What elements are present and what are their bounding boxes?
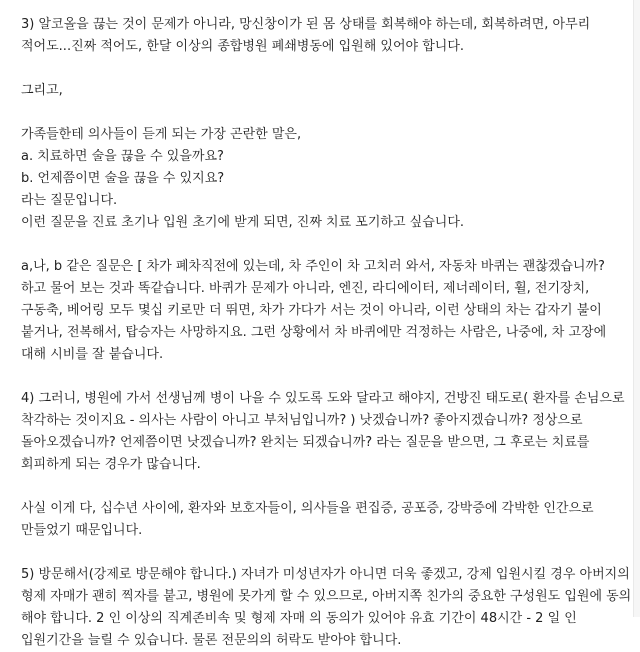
paragraph-car-analogy bbox=[21, 256, 632, 366]
question-a: a. 치료하면 술을 끊을 수 있을까요? bbox=[21, 149, 224, 164]
question-b: b. 언제쯤이면 술을 끊을 수 있지요? bbox=[21, 171, 225, 186]
paragraph-item-3 bbox=[21, 14, 632, 58]
text-line: 이런 질문을 진료 초기나 입원 초기에 받게 되면, 진짜 치료 포기하고 싶습니다. bbox=[21, 215, 465, 230]
text-line: a,나, b 같은 질문은 [ 차가 폐차직전에 있는데, 차 주인이 차 고치러 와서, 자동차 바퀴는 괜찮겠습니까? 하고 물어 보는 것과 똑같습니다. 바퀴가 문제가 아니라, 엔진, 라디에이터, 제너레이터, 휠, 전기장치, 구동축, 베어링 모두 몇십 키로만 더 뛰면, 차가 가다가 서는 것이 아니라, 이런 상태의 차는 갑자기 불이 붙거나, 전복해서, 탑승자는 사망하지요. 그런 상황에서 차 바퀴에만 걱정하는 사람은, 나중에, 차 고장에 대해 시비를 잘 붙습니다. bbox=[21, 259, 607, 362]
paragraph-family-questions bbox=[21, 124, 632, 234]
text-line: 가족들한테 의사들이 듣게 되는 가장 곤란한 말은, bbox=[21, 127, 302, 142]
text-line: 5) 방문해서(강제로 방문해야 합니다.) 자녀가 미성년자가 아니면 더욱 좋겠고, 강제 입원시킬 경우 아버지의 형제 자매가 괜히 찍자를 붙고, 병원에 못가게 할 수 있으므로, 아버지쪽 친가의 중요한 구성원도 입원에 동의 해야 합니다. 2 인 이상의 직계존비속 및 형제 자매 의 동의가 있어야 유효 기간이 48시간 - 2 일 인 입원기간을 늘릴 수 있습니다. 물론 전문의의 허락도 받아야 합니다. bbox=[21, 567, 632, 648]
text-line: 사실 이게 다, 십수년 사이에, 환자와 보호자들이, 의사들을 편집증, 공포증, 강박증에 각박한 인간으로 만들었기 때문입니다. bbox=[21, 501, 594, 538]
paragraph-fact bbox=[21, 498, 632, 542]
paragraph-item-4 bbox=[21, 388, 632, 476]
text-line: 4) 그러니, 병원에 가서 선생님께 병이 나을 수 있도록 도와 달라고 해야지, 건방진 태도로( 환자를 손님으로 착각하는 것이지요 - 의사는 사람이 아니고 부처님입니까? ) 낫겠습니까? 좋아지겠습니까? 정상으로 돌아오겠습니까? 언제쯤이면 낫겠습니까? 완치는 되겠습니까? 라는 질문을 받으면, 그 후로는 치료를 회피하게 되는 경우가 많습니다. bbox=[21, 391, 625, 472]
text-line: 3) 알코올을 끊는 것이 문제가 아니라, 망신창이가 된 몸 상태를 회복해야 하는데, 회복하려면, 아무리 적어도...진짜 적어도, 한달 이상의 종합병원 폐쇄병동에 입원해 있어야 합니다. bbox=[21, 17, 591, 54]
paragraph-item-5 bbox=[21, 564, 632, 652]
text-line: 그리고, bbox=[21, 83, 63, 98]
text-line: 라는 질문입니다. bbox=[21, 193, 118, 208]
page-edge-divider bbox=[633, 0, 640, 617]
paragraph-and-then bbox=[21, 80, 632, 102]
